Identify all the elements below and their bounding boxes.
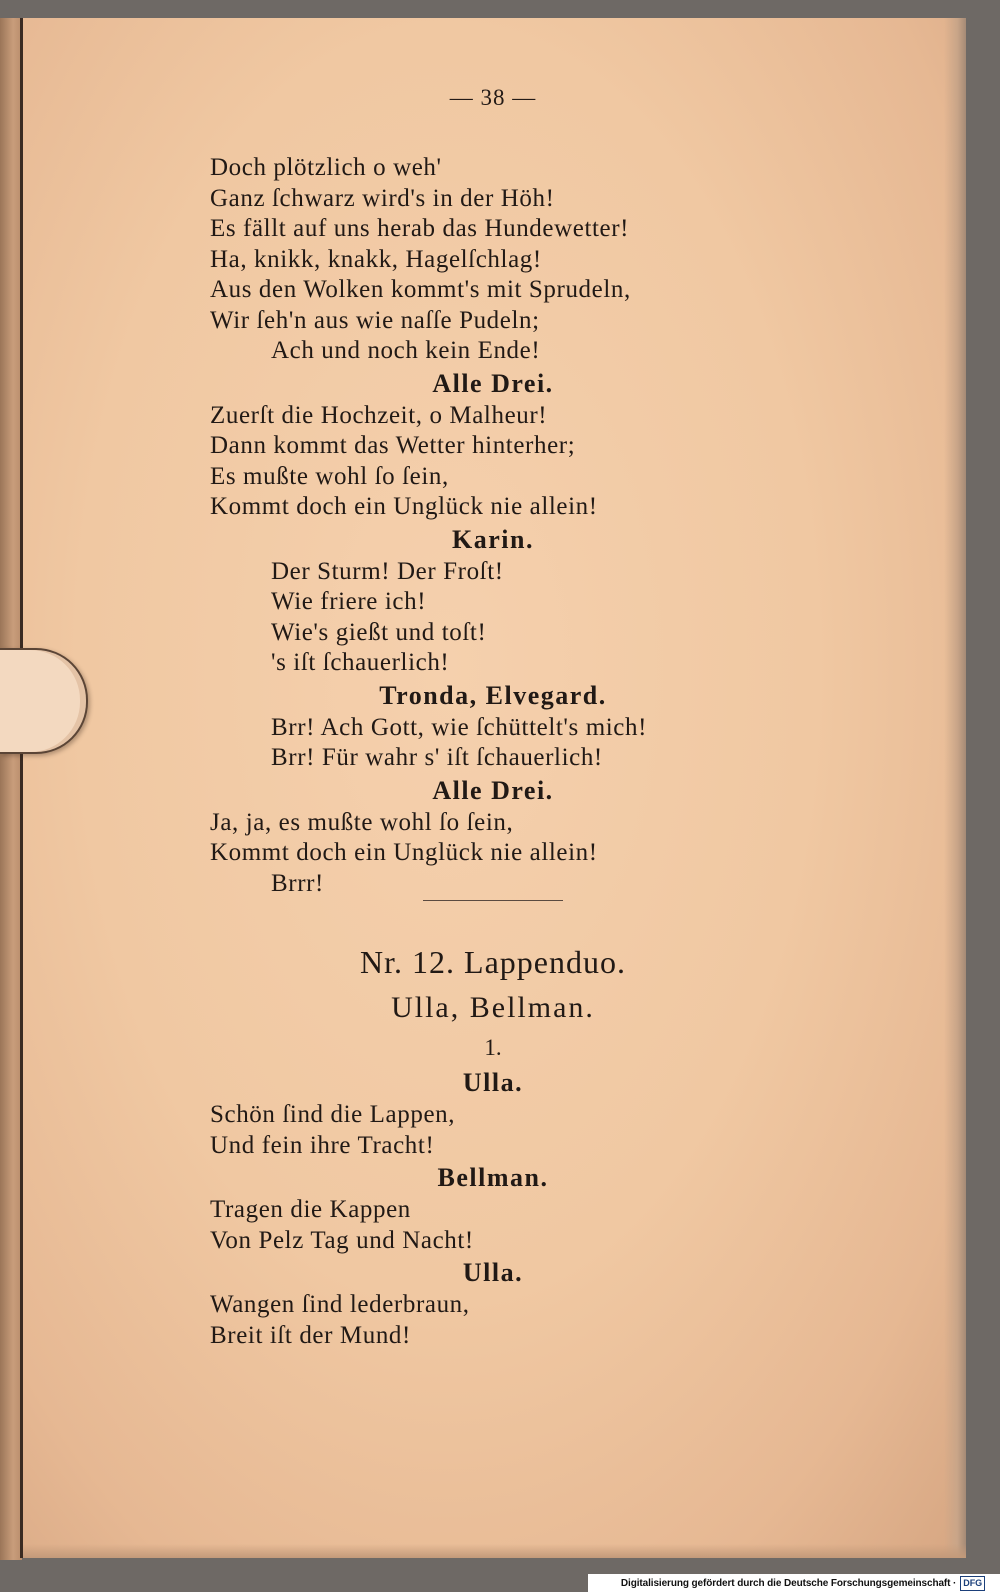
verse-line: Doch plötzlich o weh': [210, 154, 442, 181]
verse-line: Ach und noch kein Ende!: [271, 337, 541, 364]
speaker-heading: Alle Drei.: [432, 368, 554, 398]
verse-line: Dann kommt das Wetter hinterher;: [210, 432, 576, 459]
speaker-heading: Ulla.: [462, 1068, 524, 1097]
verse-line: Schön ſind die Lappen,: [210, 1101, 456, 1128]
speaker-heading: Ulla.: [462, 1258, 524, 1287]
speaker-heading: Alle Drei.: [432, 775, 554, 805]
verse-line: Wir ſeh'n aus wie naſſe Pudeln;: [210, 306, 540, 334]
verse-line: Ha, knikk, knakk, Hagelſchlag!: [210, 245, 542, 273]
verse-line: Aus den Wolken kommt's mit Sprudeln,: [210, 276, 631, 303]
verse-line: Kommt doch ein Unglück nie allein!: [210, 493, 598, 520]
book-page: [20, 18, 966, 1558]
verse-line: Kommt doch ein Unglück nie allein!: [210, 839, 598, 866]
characters-heading: Ulla, Bellman.: [391, 991, 595, 1024]
verse-line: Und fein ihre Tracht!: [210, 1131, 435, 1159]
page-edge-bottom: [23, 1544, 966, 1558]
verse-line: Tragen die Kappen: [210, 1196, 411, 1223]
verse-line: Der Sturm! Der Froſt!: [271, 557, 504, 585]
section-divider: [210, 899, 776, 902]
verse-line: Brr! Für wahr s' iſt ſchauerlich!: [271, 744, 603, 771]
verse-line: 's iſt ſchauerlich!: [271, 649, 450, 676]
verse-line: Wie friere ich!: [271, 588, 427, 615]
verse-line: Von Pelz Tag und Nacht!: [210, 1226, 474, 1254]
verse-line: Es mußte wohl ſo ſein,: [210, 462, 449, 490]
verse-line: Ja, ja, es mußte wohl ſo ſein,: [210, 808, 514, 836]
verse-line: Ganz ſchwarz wird's in der Höh!: [210, 184, 555, 212]
page-number: — 38 —: [449, 85, 537, 110]
verse-line: Breit iſt der Mund!: [210, 1321, 411, 1349]
verse-line: Zuerſt die Hochzeit, o Malheur!: [210, 401, 548, 429]
speaker-heading: Bellman.: [437, 1163, 549, 1192]
verse-line: Wangen ſind lederbraun,: [210, 1291, 470, 1318]
verse-line: Brr! Ach Gott, wie ſchüttelt's mich!: [271, 713, 648, 741]
dfg-logo: DFG: [960, 1576, 985, 1591]
digitization-footer: [588, 1574, 1000, 1592]
verse-line: Es fällt auf uns herab das Hundewetter!: [210, 215, 630, 242]
funding-credit: Digitalisierung gefördert durch die Deutsche Forschungsgemeinschaft ·: [620, 1577, 957, 1589]
speaker-heading: Karin.: [452, 524, 534, 554]
page-edge-right: [944, 18, 966, 1558]
page-text: [210, 153, 776, 1351]
stanza-number: 1.: [484, 1035, 502, 1060]
speaker-heading: Tronda, Elvegard.: [379, 680, 607, 710]
book-binding: [0, 18, 22, 1560]
verse-line: Wie's gießt und toſt!: [271, 618, 487, 646]
number-title: Nr. 12. Lappenduo.: [360, 944, 626, 980]
verse-line: Brrr!: [271, 869, 324, 897]
